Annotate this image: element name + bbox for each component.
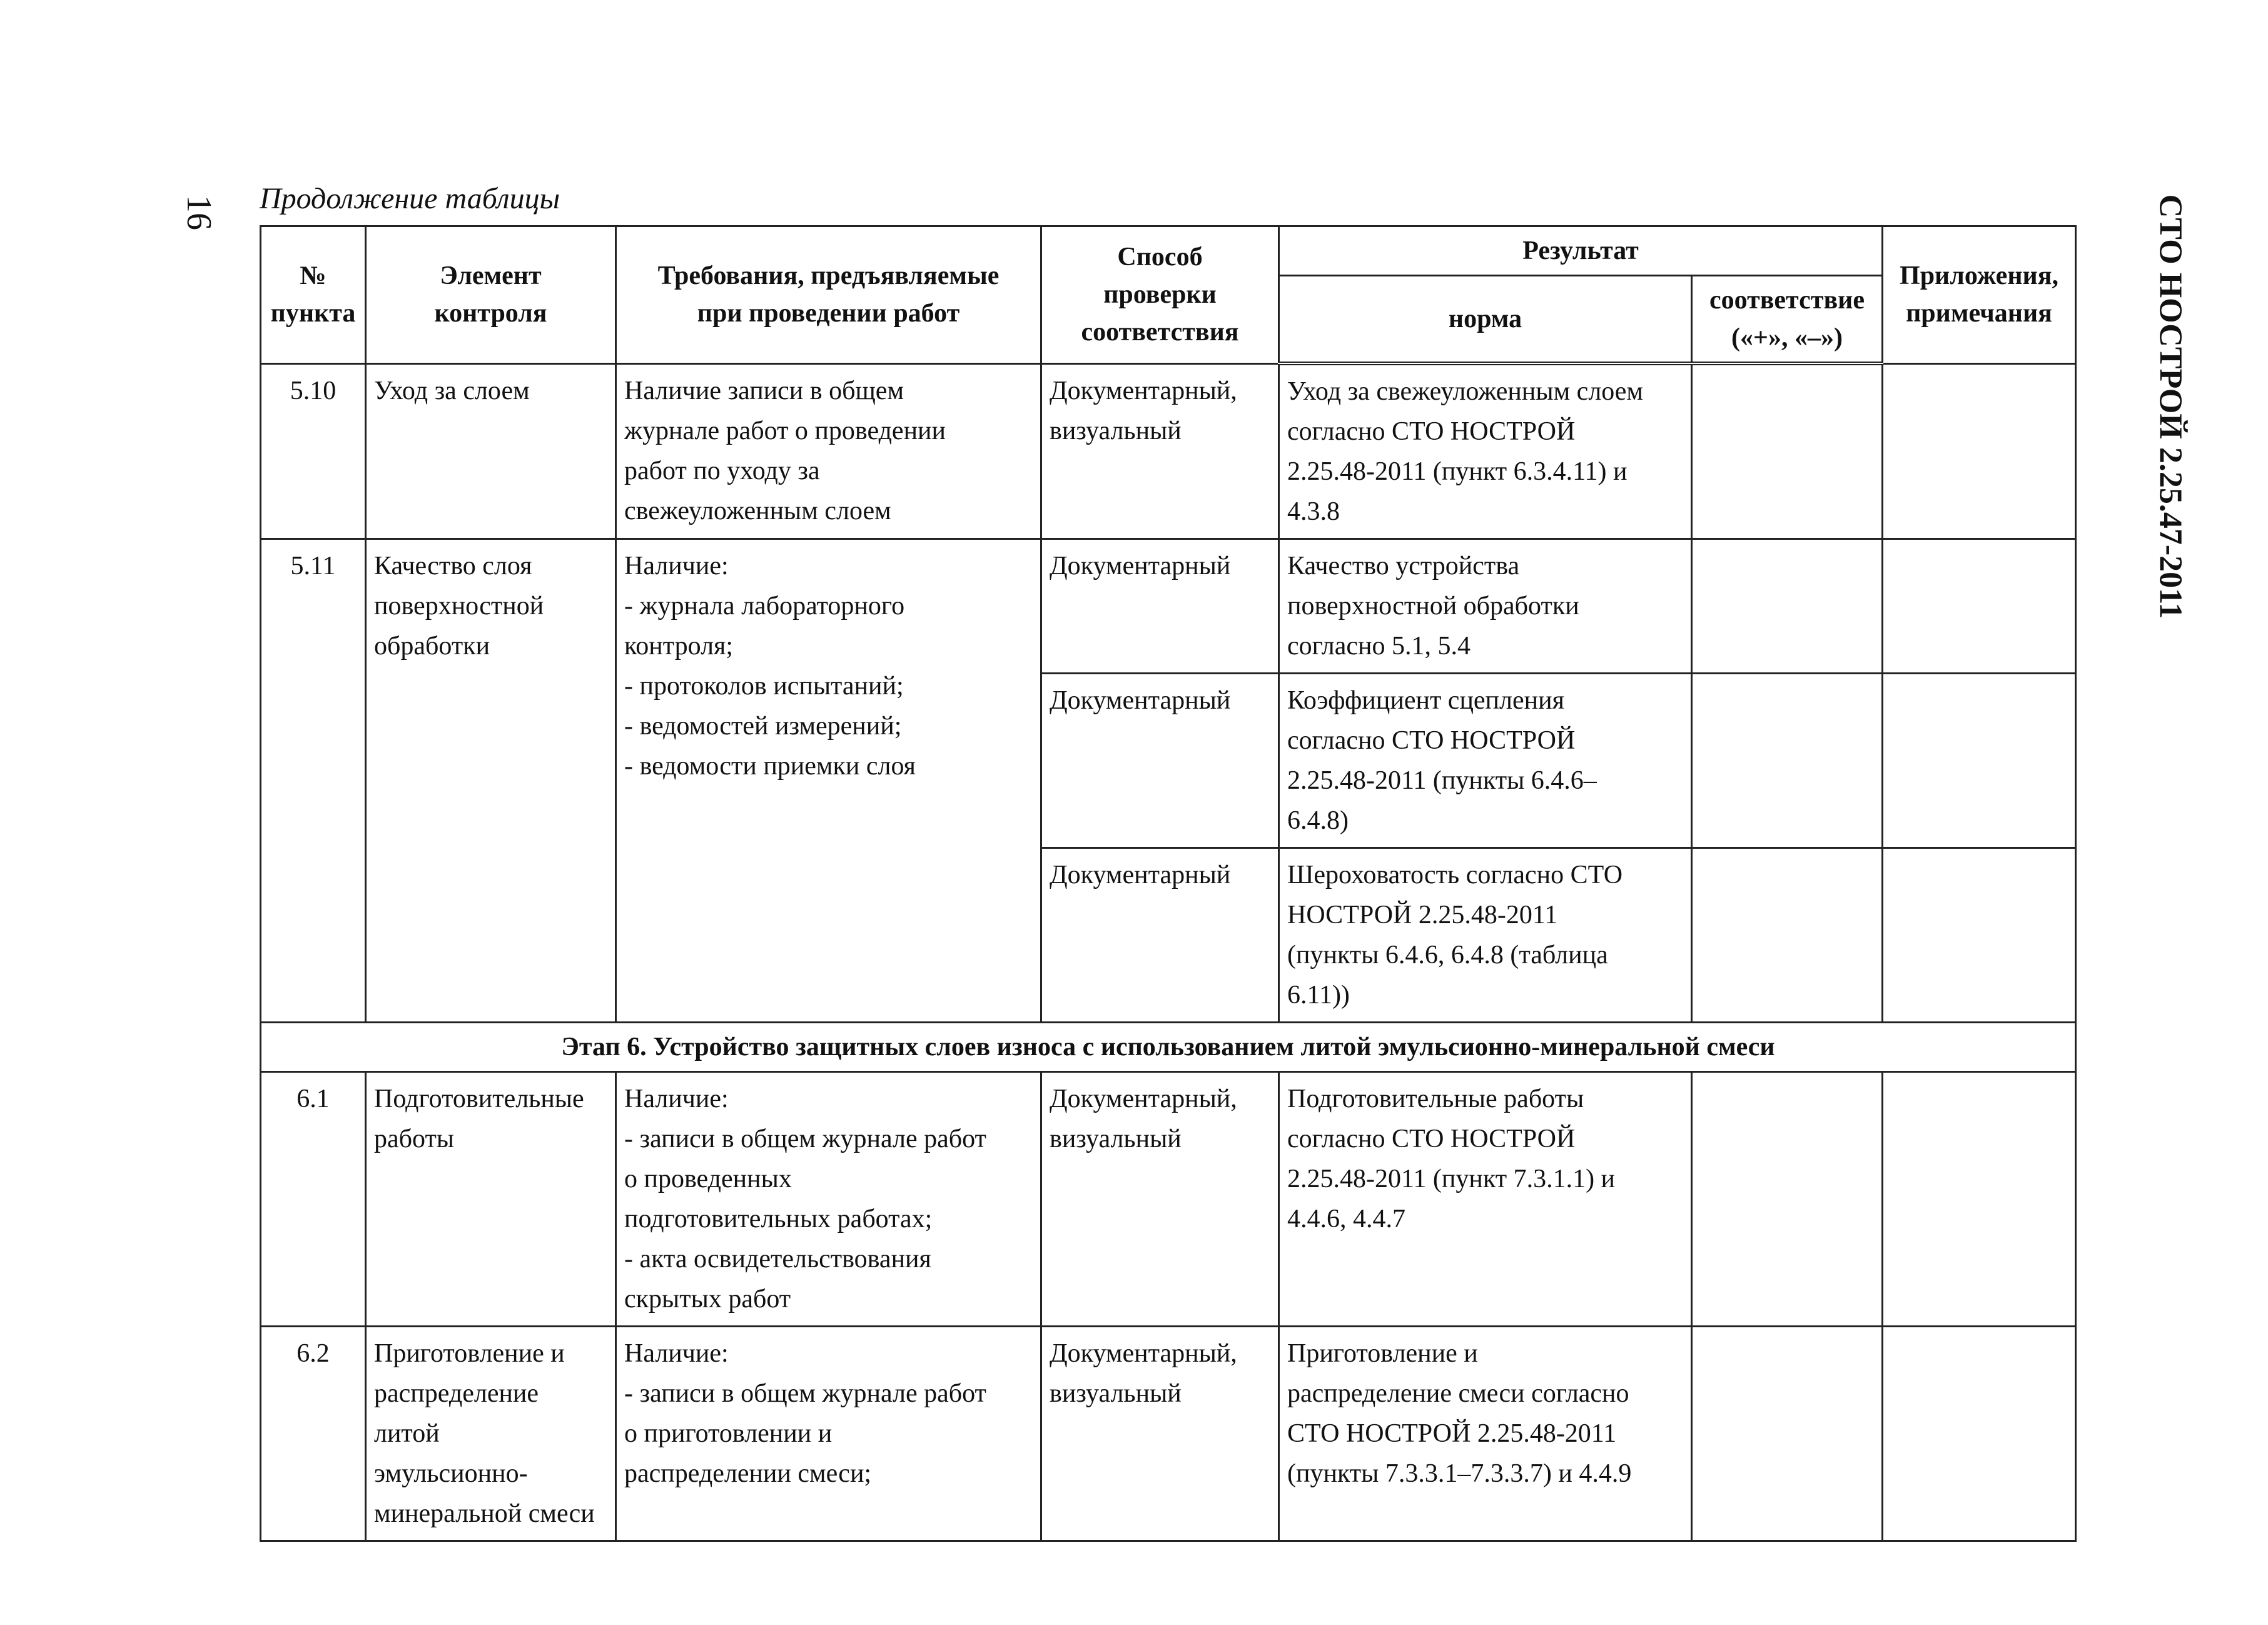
inspection-table [260, 225, 2077, 1542]
norm-cell: Приготовление и распределение смеси согласно СТО НОСТРОЙ 2.25.48-2011 (пункты 7.3.3.1–7.3.3.7) и 4.4.9 [1279, 1327, 1692, 1541]
header-compliance: соответствие («+», «–») [1692, 276, 1883, 364]
notes-cell [1883, 363, 2076, 539]
control-element: Подготовительные работы [366, 1072, 616, 1327]
row-number: 6.2 [261, 1327, 366, 1541]
row-number: 6.1 [261, 1072, 366, 1327]
norm-cell: Качество устройства поверхностной обработки согласно 5.1, 5.4 [1279, 539, 1692, 674]
row-number: 5.11 [261, 539, 366, 1023]
page-number: 16 [180, 195, 218, 230]
header-num: № пункта [261, 226, 366, 364]
method-cell: Документарный, визуальный [1041, 1327, 1279, 1541]
notes-cell [1883, 1327, 2076, 1541]
compliance-cell [1692, 1072, 1883, 1327]
method-cell: Документарный [1041, 848, 1279, 1023]
compliance-cell [1692, 539, 1883, 674]
stage-row [261, 1023, 2076, 1072]
compliance-cell [1692, 848, 1883, 1023]
requirements-cell: Наличие: - записи в общем журнале работ о приготовлении и распределении смеси; [616, 1327, 1041, 1541]
header-method: Способ проверки соответствия [1041, 226, 1279, 364]
norm-cell: Шероховатость согласно СТО НОСТРОЙ 2.25.48-2011 (пункты 6.4.6, 6.4.8 (таблица 6.11)) [1279, 848, 1692, 1023]
compliance-cell [1692, 1327, 1883, 1541]
header-element: Элемент контроля [366, 226, 616, 364]
table-row [261, 1072, 2076, 1327]
header-requirements: Требования, предъявляемые при проведении работ [616, 226, 1041, 364]
method-cell: Документарный [1041, 539, 1279, 674]
notes-cell [1883, 539, 2076, 674]
notes-cell [1883, 848, 2076, 1023]
row-number: 5.10 [261, 363, 366, 539]
requirements-cell: Наличие: - записи в общем журнале работ о проведенных подготовительных работах; - акта освидетельствования скрытых работ [616, 1072, 1041, 1327]
control-element: Качество слоя поверхностной обработки [366, 539, 616, 1023]
table-row [261, 539, 2076, 674]
requirements-cell: Наличие записи в общем журнале работ о проведении работ по уходу за свежеуложенным слоем [616, 363, 1041, 539]
stage-title: Этап 6. Устройство защитных слоев износа с использованием литой эмульсионно-минеральной смеси [261, 1023, 2076, 1072]
header-result: Результат [1279, 226, 1883, 276]
document-code [2139, 188, 2202, 625]
method-cell: Документарный [1041, 674, 1279, 848]
method-cell: Документарный, визуальный [1041, 363, 1279, 539]
header-norm: норма [1279, 276, 1692, 364]
control-element: Уход за слоем [366, 363, 616, 539]
norm-cell: Коэффициент сцепления согласно СТО НОСТРОЙ 2.25.48-2011 (пункты 6.4.6– 6.4.8) [1279, 674, 1692, 848]
norm-cell: Подготовительные работы согласно СТО НОСТРОЙ 2.25.48-2011 (пункт 7.3.1.1) и 4.4.6, 4.4.7 [1279, 1072, 1692, 1327]
notes-cell [1883, 674, 2076, 848]
norm-cell: Уход за свежеуложенным слоем согласно СТО НОСТРОЙ 2.25.48-2011 (пункт 6.3.4.11) и 4.3.8 [1279, 363, 1692, 539]
table-row [261, 1327, 2076, 1541]
table-row [261, 363, 2076, 539]
notes-cell [1883, 1072, 2076, 1327]
requirements-cell: Наличие: - журнала лабораторного контроля; - протоколов испытаний; - ведомостей измерений; - ведомости приемки слоя [616, 539, 1041, 1023]
compliance-cell [1692, 674, 1883, 848]
method-cell: Документарный, визуальный [1041, 1072, 1279, 1327]
control-element: Приготовление и распределение литой эмульсионно- минеральной смеси [366, 1327, 616, 1541]
table-caption: Продолжение таблицы [260, 182, 560, 215]
header-notes: Приложения, примечания [1883, 226, 2076, 364]
document-code-text: СТО НОСТРОЙ 2.25.47-2011 [2152, 194, 2189, 619]
compliance-cell [1692, 363, 1883, 539]
